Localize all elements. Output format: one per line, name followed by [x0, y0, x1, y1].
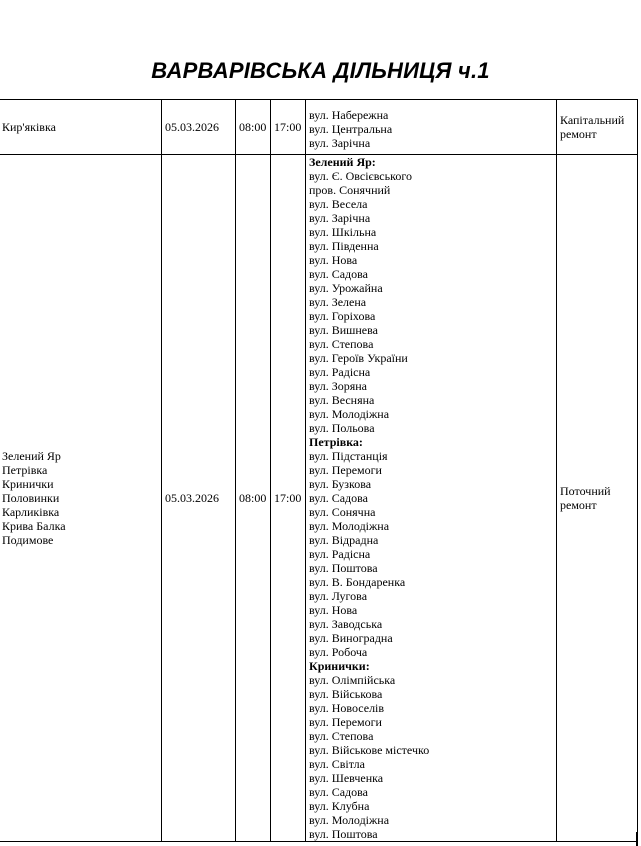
street-item: вул. Перемоги: [309, 463, 382, 477]
street-item: вул. Степова: [309, 729, 374, 743]
settlement-name: Карликівка: [2, 505, 60, 519]
settlement-name: Половинки: [2, 491, 60, 505]
street-item: вул. Зелена: [309, 295, 367, 309]
settlements-cell: [0, 155, 162, 842]
end-time-cell: 17:00: [271, 100, 306, 155]
street-item: вул. Військове містечко: [309, 743, 430, 757]
street-item: вул. Садова: [309, 491, 368, 505]
street-item: вул. Виноградна: [309, 631, 393, 645]
street-item: вул. Центральна: [309, 122, 393, 136]
street-item: вул. Шевченка: [309, 771, 384, 785]
street-item: вул. Радісна: [309, 365, 371, 379]
settlements-cell: [0, 100, 162, 155]
streets-cell: [306, 155, 557, 842]
start-time-cell: 08:00: [236, 155, 271, 842]
settlement-name: Петрівка: [2, 463, 48, 477]
work-type-line: ремонт: [560, 127, 597, 141]
settlement-name: Крива Балка: [2, 519, 66, 533]
street-item: вул. Бузкова: [309, 477, 372, 491]
work-type-cell: [557, 155, 638, 842]
street-item: вул. Набережна: [309, 108, 389, 122]
street-item: вул. В. Бондаренка: [309, 575, 406, 589]
street-item: вул. Перемоги: [309, 715, 382, 729]
street-item: вул. Урожайна: [309, 281, 383, 295]
settlement-name: Кир'яківка: [2, 120, 56, 134]
page-title: ВАРВАРІВСЬКА ДІЛЬНИЦЯ ч.1: [151, 58, 490, 83]
street-item: вул. Клубна: [309, 799, 370, 813]
street-item: вул. Сонячна: [309, 505, 376, 519]
settlement-group-heading: Кринички:: [309, 659, 370, 673]
settlement-group-heading: Зелений Яр:: [309, 155, 376, 169]
street-item: вул. Зарічна: [309, 136, 371, 150]
street-item: вул. Світла: [309, 757, 365, 771]
street-item: вул. Олімпійська: [309, 673, 396, 687]
settlement-name: Зелений Яр: [2, 449, 61, 463]
street-item: вул. Нова: [309, 603, 358, 617]
street-item: вул. Польова: [309, 421, 375, 435]
street-item: вул. Відрадна: [309, 533, 379, 547]
settlement-name: Кринички: [2, 477, 54, 491]
table-row: [0, 155, 638, 842]
settlement-name: Подимове: [2, 533, 54, 547]
street-item: вул. Підстанція: [309, 449, 388, 463]
street-item: пров. Сонячний: [309, 183, 391, 197]
street-item: вул. Весела: [309, 197, 368, 211]
street-item: вул. Новоселів: [309, 701, 385, 715]
work-type-line: ремонт: [560, 498, 597, 512]
street-item: вул. Молодіжна: [309, 813, 390, 827]
street-item: вул. Поштова: [309, 827, 378, 841]
settlement-group-heading: Петрівка:: [309, 435, 363, 449]
street-item: вул. Горіхова: [309, 309, 376, 323]
street-item: вул. Шкільна: [309, 225, 377, 239]
date-cell: 05.03.2026: [162, 155, 236, 842]
work-type-line: Поточний: [560, 484, 611, 498]
outage-schedule-table: [0, 99, 638, 842]
table-row: [0, 100, 638, 155]
start-time-cell: 08:00: [236, 100, 271, 155]
street-item: вул. Лугова: [309, 589, 368, 603]
work-type-line: Капітальний: [560, 113, 625, 127]
street-item: вул. Садова: [309, 785, 368, 799]
street-item: вул. Зоряна: [309, 379, 367, 393]
streets-cell: [306, 100, 557, 155]
street-item: вул. Степова: [309, 337, 374, 351]
street-item: вул. Молодіжна: [309, 407, 390, 421]
street-item: вул. Військова: [309, 687, 383, 701]
street-item: вул. Героїв України: [309, 351, 408, 365]
street-item: вул. Молодіжна: [309, 519, 390, 533]
street-item: вул. Поштова: [309, 561, 378, 575]
street-item: вул. Робоча: [309, 645, 368, 659]
street-item: вул. Вишнева: [309, 323, 378, 337]
street-item: вул. Зарічна: [309, 211, 371, 225]
street-item: вул. Садова: [309, 267, 368, 281]
date-cell: 05.03.2026: [162, 100, 236, 155]
end-time-cell: 17:00: [271, 155, 306, 842]
street-item: вул. Радісна: [309, 547, 371, 561]
work-type-cell: [557, 100, 638, 155]
page-edge-mark: [636, 832, 638, 846]
street-item: вул. Нова: [309, 253, 358, 267]
street-item: вул. Заводська: [309, 617, 383, 631]
street-item: вул. Є. Овсієвського: [309, 169, 412, 183]
street-item: вул. Південна: [309, 239, 379, 253]
street-item: вул. Весняна: [309, 393, 375, 407]
